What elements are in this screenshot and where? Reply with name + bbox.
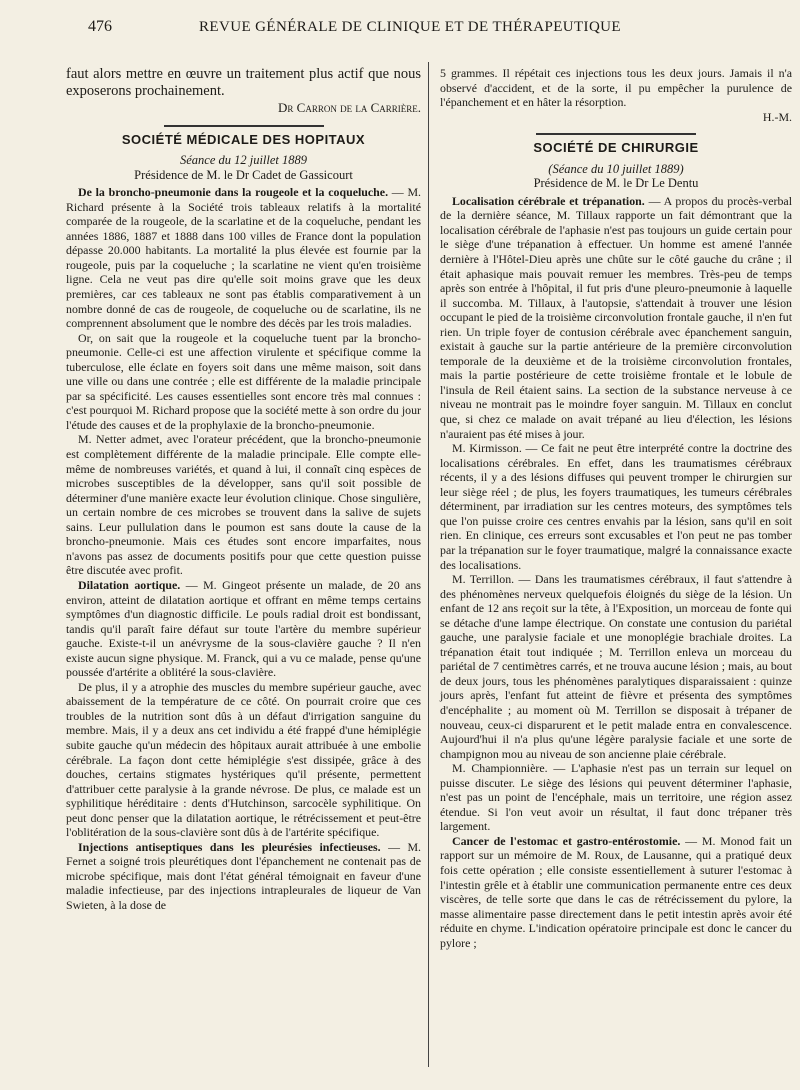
section-title-hopitaux: SOCIÉTÉ MÉDICALE DES HOPITAUX [121, 131, 366, 147]
paragraph-text: — M. Monod fait un rapport sur un mémoire de M. Roux, de Lausanne, qui a pratiqué deux fois cette opération ; elle consiste essentiellement à suturer l'estomac à l'intestin grêle et à établir une communication permanente entre ces deux viscères, de telle sorte que dans le cas de rétrécissement du pylore, la masse alimentaire passe directement dans le petit intestin après avoir été réduite en chyme. L'indication opératoire principale est donc le cancer du pylore ; [440, 833, 792, 950]
seance-date: Séance du 12 juillet 1889 [179, 153, 308, 168]
paragraph [66, 185, 421, 330]
seance-date: (Séance du 10 juillet 1889) [548, 161, 684, 176]
presidence: Présidence de M. le Dr Le Dentu [533, 176, 699, 191]
paragraph: Or, on sait que la rougeole et la coqueluche tuent par la broncho-pneumonie. Celle-ci est une affection virulente et spécifique comme la tuberculose, elle éclate en foyers soit dans une même maison, soit dans une ville ou dans une contrée ; elle est différente de la maladie principale par sa spécificité. Les causes essentielles sont encore très mal connues : c'est pourquoi M. Richard propose que la société mette à son ordre du jour l'étude des causes et de la prophylaxie de la broncho-pneumonie. [66, 330, 421, 432]
rubric-heading: Cancer de l'estomac et gastro-entérostomie. [452, 833, 681, 848]
section-rule [164, 125, 324, 127]
presidence: Présidence de M. le Dr Cadet de Gassicourt [134, 167, 353, 182]
intro-paragraph: faut alors mettre en œuvre un traitement plus actif que nous exposerons prochainement. [66, 66, 421, 99]
rubric-heading: Injections antiseptiques dans les pleurésies infectieuses. [78, 839, 381, 854]
paragraph: De plus, il y a atrophie des muscles du membre supérieur gauche, avec abaissement de la température de ce côté. On pourrait croire que ces troubles de la nutrition sont dûs à un défaut d'irrigation sanguine du membre. Mais, il y a deux ans cet individu a été frappé d'une hémiplégie subite gauche qu'un médecin des hôpitaux aurait attribuée à une embolie cérébrale. La façon dont cette hémiplégie s'est dissipée, grâce à des douches, certains stigmates hystériques qu'il présente, permettent d'attribuer cette paralysie à la grande névrose. De plus, ce malade est un syphilitique héréditaire : dents d'Hutchinson, sarcocèle syphilitique. On peut donc penser que la dilatation aortique, le rétrécissement et peut-être l'oblitération de la sous-clavière sont dûs à de l'artérite spécifique. [66, 679, 421, 840]
paragraph: M. Championnière. — L'aphasie n'est pas un terrain sur lequel on puisse discuter. Le siège des lésions qui peuvent déterminer l'aphasie, n'est pas un point de l'encéphale, mais un territoire, une région assez étendue. Si l'on veut avoir un résultat, il faut donc trépaner très largement. [440, 761, 792, 834]
section-rule [536, 133, 696, 135]
column-divider [428, 62, 429, 1067]
right-column [440, 66, 792, 950]
page-header [40, 6, 780, 36]
left-column [66, 66, 421, 913]
paragraph-text: — M. Richard présente à la Société trois tableaux relatifs à la mortalité comparée de la rougeole, de la scarlatine et de la coqueluche, pendant les années 1886, 1887 et 1888 dans 100 villes de France dont la population dépasse 20.000 habitants. La mortalité la plus élevée est fournie par la rougeole, puis par la coqueluche ; la scarlatine ne vient qu'en troisième ligne. Cela ne veut pas dire qu'elle soit moins grave que les deux premières, car ces tableaux ne sont pas établis comparativement à un nombre donné de cas de rougeole, de coqueluche ou de scarlatine, ils ne comprennent absolument que le nombre des décès par les trois maladies. [66, 185, 421, 331]
paragraph [440, 834, 792, 950]
paragraph [66, 840, 421, 913]
paragraph-text: — M. Gingeot présente un malade, de 20 ans environ, atteint de dilatation aortique et offrant en même temps certains symptômes d'un diagnostic difficile. Le pouls radial droit est bondissant, tandis qu'il paraît faire défaut sur toute l'artère du membre supérieur gauche. Existe-t-il un anévrysme de la sous-clavière gauche ? Il n'en existe aucun signe physique. M. Franck, qui a vu ce malade, pense qu'une poussée d'artérite a oblitéré la sous-clavière. [66, 577, 421, 680]
paragraph: M. Kirmisson. — Ce fait ne peut être interprété contre la doctrine des localisations cérébrales. En effet, dans les traumatismes cérébraux récents, il y a des lésions diffuses qui peuvent tromper le chirurgien sur leur siège réel ; de plus, les foyers traumatiques, les tumeurs cérébrales déterminent, par irradiation sur les centres moteurs, des symptômes tels que l'on puisse croire ces centres envahis par la lésion, sans qu'il en soit rien. En clinique, ces erreurs sont excusables et l'on peut ne pas tomber par la trépanation sur le foyer traumatique, malgré la connaissance exacte des localisations. [440, 441, 792, 572]
rubric-heading: De la broncho-pneumonie dans la rougeole et la coqueluche. [78, 185, 389, 200]
author-signature: Dr Carron de la Carrière. [278, 100, 421, 115]
paragraph-text: — A propos du procès-verbal de la dernière séance, M. Tillaux rapporte un fait démontrant que la localisation cérébrale de l'aphasie n'est pas toujours un guide certain pour le siège d'une trépanation à effectuer. Un homme est amené l'année dernière à l'Hôtel-Dieu après une chûte sur le côté gauche du crâne ; il était aphasique mais pouvait remuer les membres. Très-peu de temps après son entrée à l'hôpital, il fut pris d'une pleuro-pneumonie à laquelle il succomba. M. Tillaux, à l'autopsie, s'attendait à trouver une lésion occupant le pied de la troisième circonvolution frontale gauche, il n'en fut rien. Un triple foyer de contusion cérébrale avec épanchement sanguin, existait à gauche sur la partie antérieure de la première circonvolution temporale de la deuxième et de la troisième circonvolution frontales, mais la partie postérieure de cette troisième frontale et le lobule de l'insula de Reil étaient sains. La section de la substance nerveuse à ce niveau ne montrait pas le moindre foyer sanguin. M. Tillaux en conclut que, si chez ce malade on avait trépané au lieu d'élection, les lésions n'auraient pas été mises à jour. [440, 193, 792, 441]
author-signature: H.-M. [762, 109, 792, 124]
page-number: 476 [88, 18, 112, 35]
paragraph [66, 578, 421, 680]
running-title: REVUE GÉNÉRALE DE CLINIQUE ET DE THÉRAPEUTIQUE [199, 19, 621, 35]
paragraph: M. Terrillon. — Dans les traumatismes cérébraux, il faut s'attendre à des phénomènes nerveux quelquefois éloignés du siège de la lésion. Un enfant de 12 ans reçoit sur la tête, à l'Exposition, un morceau de fonte qui se détache d'une lampe électrique. On constate une contusion du pariétal gauche, une paralysie faciale et une monoplégie brachiale droites. La trépanation était tout indiquée ; M. Terrillon enleva un morceau du pariétal de 7 centimètres carrés, et ne trouva aucune lésion ; mais, au bout de deux jours, tous les phénomènes paralytiques disparaissaient : quinze jours après, l'enfant fut atteint de fièvre et présenta des symptômes d'encéphalite ; au moment où M. Terrillon se disposait à trépaner de nouveau, ceux-ci disparurent et le petit malade entra en convalescence. Aujourd'hui il n'a plus qu'une légère paralysie faciale et une sorte de champignon mou au niveau de son ancienne plaie cérébrale. [440, 572, 792, 761]
rubric-heading: Dilatation aortique. [78, 577, 181, 592]
section-title-chirurgie: SOCIÉTÉ DE CHIRURGIE [533, 140, 699, 156]
paragraph: 5 grammes. Il répétait ces injections tous les deux jours. Jamais il n'a observé d'accident, et de la sorte, il pu empêcher la purulence de l'épanchement et en hâter la résorption. [440, 66, 792, 110]
paragraph-text: — M. Fernet a soigné trois pleurétiques dont l'épanchement ne contenait pas de microbe spécifique, mais dont l'état général témoignait en faveur d'une maladie infectieuse, par des injections intrapleurales de liqueur de Van Swieten, à la dose de [66, 839, 421, 912]
rubric-heading: Localisation cérébrale et trépanation. [452, 193, 645, 208]
paragraph: M. Netter admet, avec l'orateur précédent, que la broncho-pneumonie est complètement différente de la maladie principale. Elle compte elle-même de nombreuses variétés, et quand à lui, il connaît cinq espèces de microbes susceptibles de la développer, sans qu'il soit possible de déterminer d'une manière exacte leur évolution clinique. Chose singulière, un certain nombre de ces microbes se trouvent dans la salive de sujets sains. Leur pullulation dans le poumon est sans doute la cause de la broncho-pneumonie. Mais ces études sont encore imparfaites, nous n'avons pas assez de documents positifs pour que cette question puisse être discutée avec profit. [66, 432, 421, 578]
paragraph [440, 194, 792, 441]
